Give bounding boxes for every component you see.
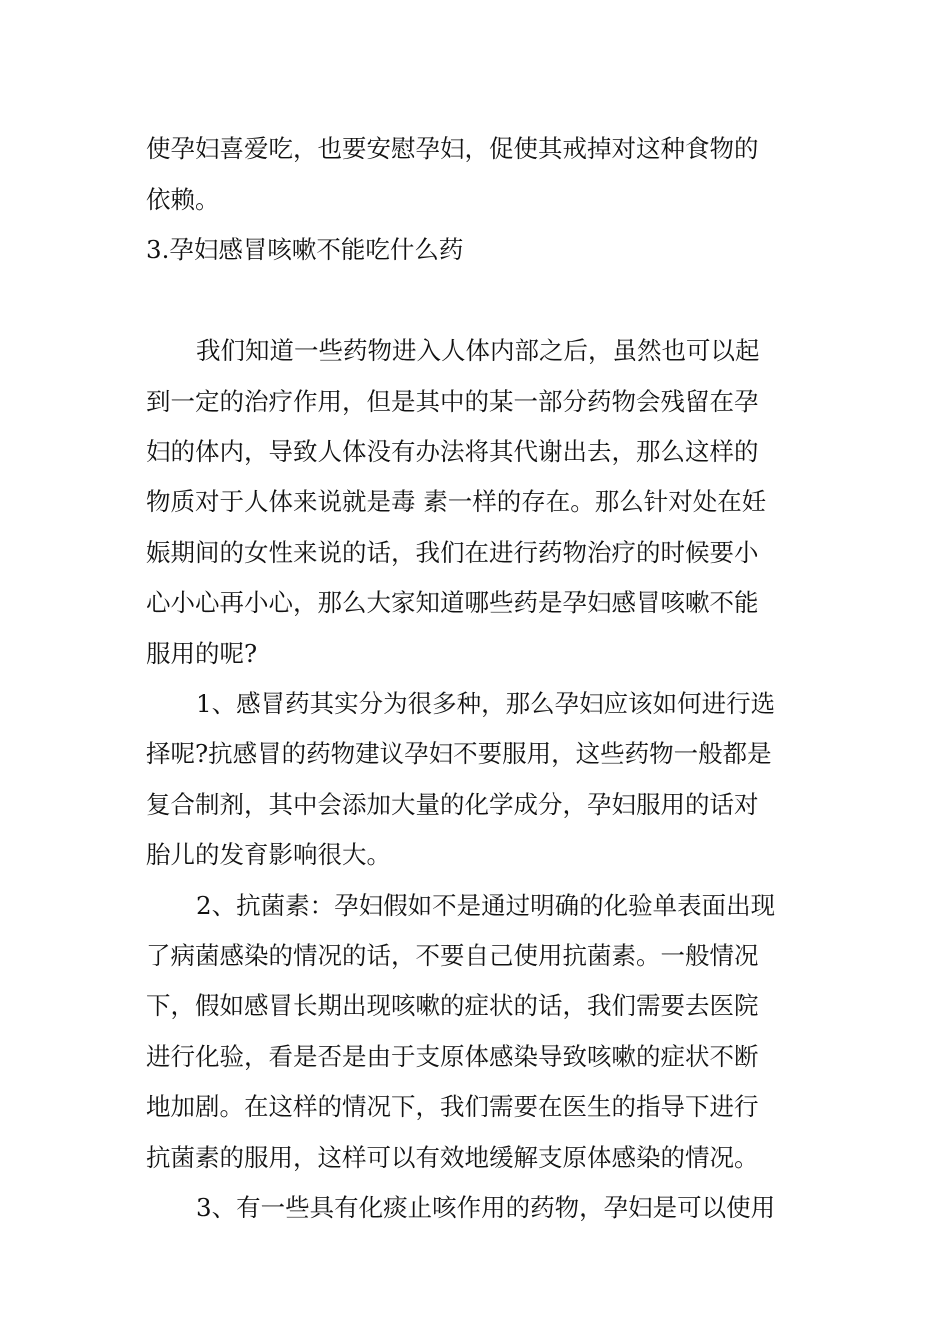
text-line: 下，假如感冒长期出现咳嗽的症状的话，我们需要去医院 <box>146 991 759 1020</box>
text-line: 娠期间的女性来说的话，我们在进行药物治疗的时候要小 <box>146 538 759 567</box>
text-line: 复合制剂，其中会添加大量的化学成分，孕妇服用的话对 <box>146 790 759 819</box>
text-line: 使孕妇喜爱吃，也要安慰孕妇，促使其戒掉对这种食物的 <box>146 134 759 163</box>
text-line: 胎儿的发育影响很大。 <box>146 840 391 869</box>
text-line: 地加剧。在这样的情况下，我们需要在医生的指导下进行 <box>146 1092 759 1121</box>
paragraph-first-line: 1、感冒药其实分为很多种，那么孕妇应该如何进行选 <box>196 689 776 718</box>
text-line: 心小心再小心，那么大家知道哪些药是孕妇感冒咳嗽不能 <box>146 588 759 617</box>
text-line: 到一定的治疗作用，但是其中的某一部分药物会残留在孕 <box>146 387 759 416</box>
text-line: 择呢?抗感冒的药物建议孕妇不要服用，这些药物一般都是 <box>146 739 772 768</box>
text-line: 妇的体内，导致人体没有办法将其代谢出去，那么这样的 <box>146 437 759 466</box>
paragraph-first-line: 2、抗菌素：孕妇假如不是通过明确的化验单表面出现 <box>196 891 776 920</box>
text-line: 了病菌感染的情况的话，不要自己使用抗菌素。一般情况 <box>146 941 759 970</box>
paragraph-first-line: 3、有一些具有化痰止咳作用的药物，孕妇是可以使用 <box>196 1193 776 1222</box>
text-line: 依赖。 <box>146 185 220 214</box>
section-heading: 3.孕妇感冒咳嗽不能吃什么药 <box>146 235 464 264</box>
text-line: 物质对于人体来说就是毒 素一样的存在。那么针对处在妊 <box>146 487 767 516</box>
text-line: 抗菌素的服用，这样可以有效地缓解支原体感染的情况。 <box>146 1143 759 1172</box>
text-line: 服用的呢? <box>146 639 258 668</box>
paragraph-first-line: 我们知道一些药物进入人体内部之后，虽然也可以起 <box>196 336 760 365</box>
text-line: 进行化验，看是否是由于支原体感染导致咳嗽的症状不断 <box>146 1042 759 1071</box>
